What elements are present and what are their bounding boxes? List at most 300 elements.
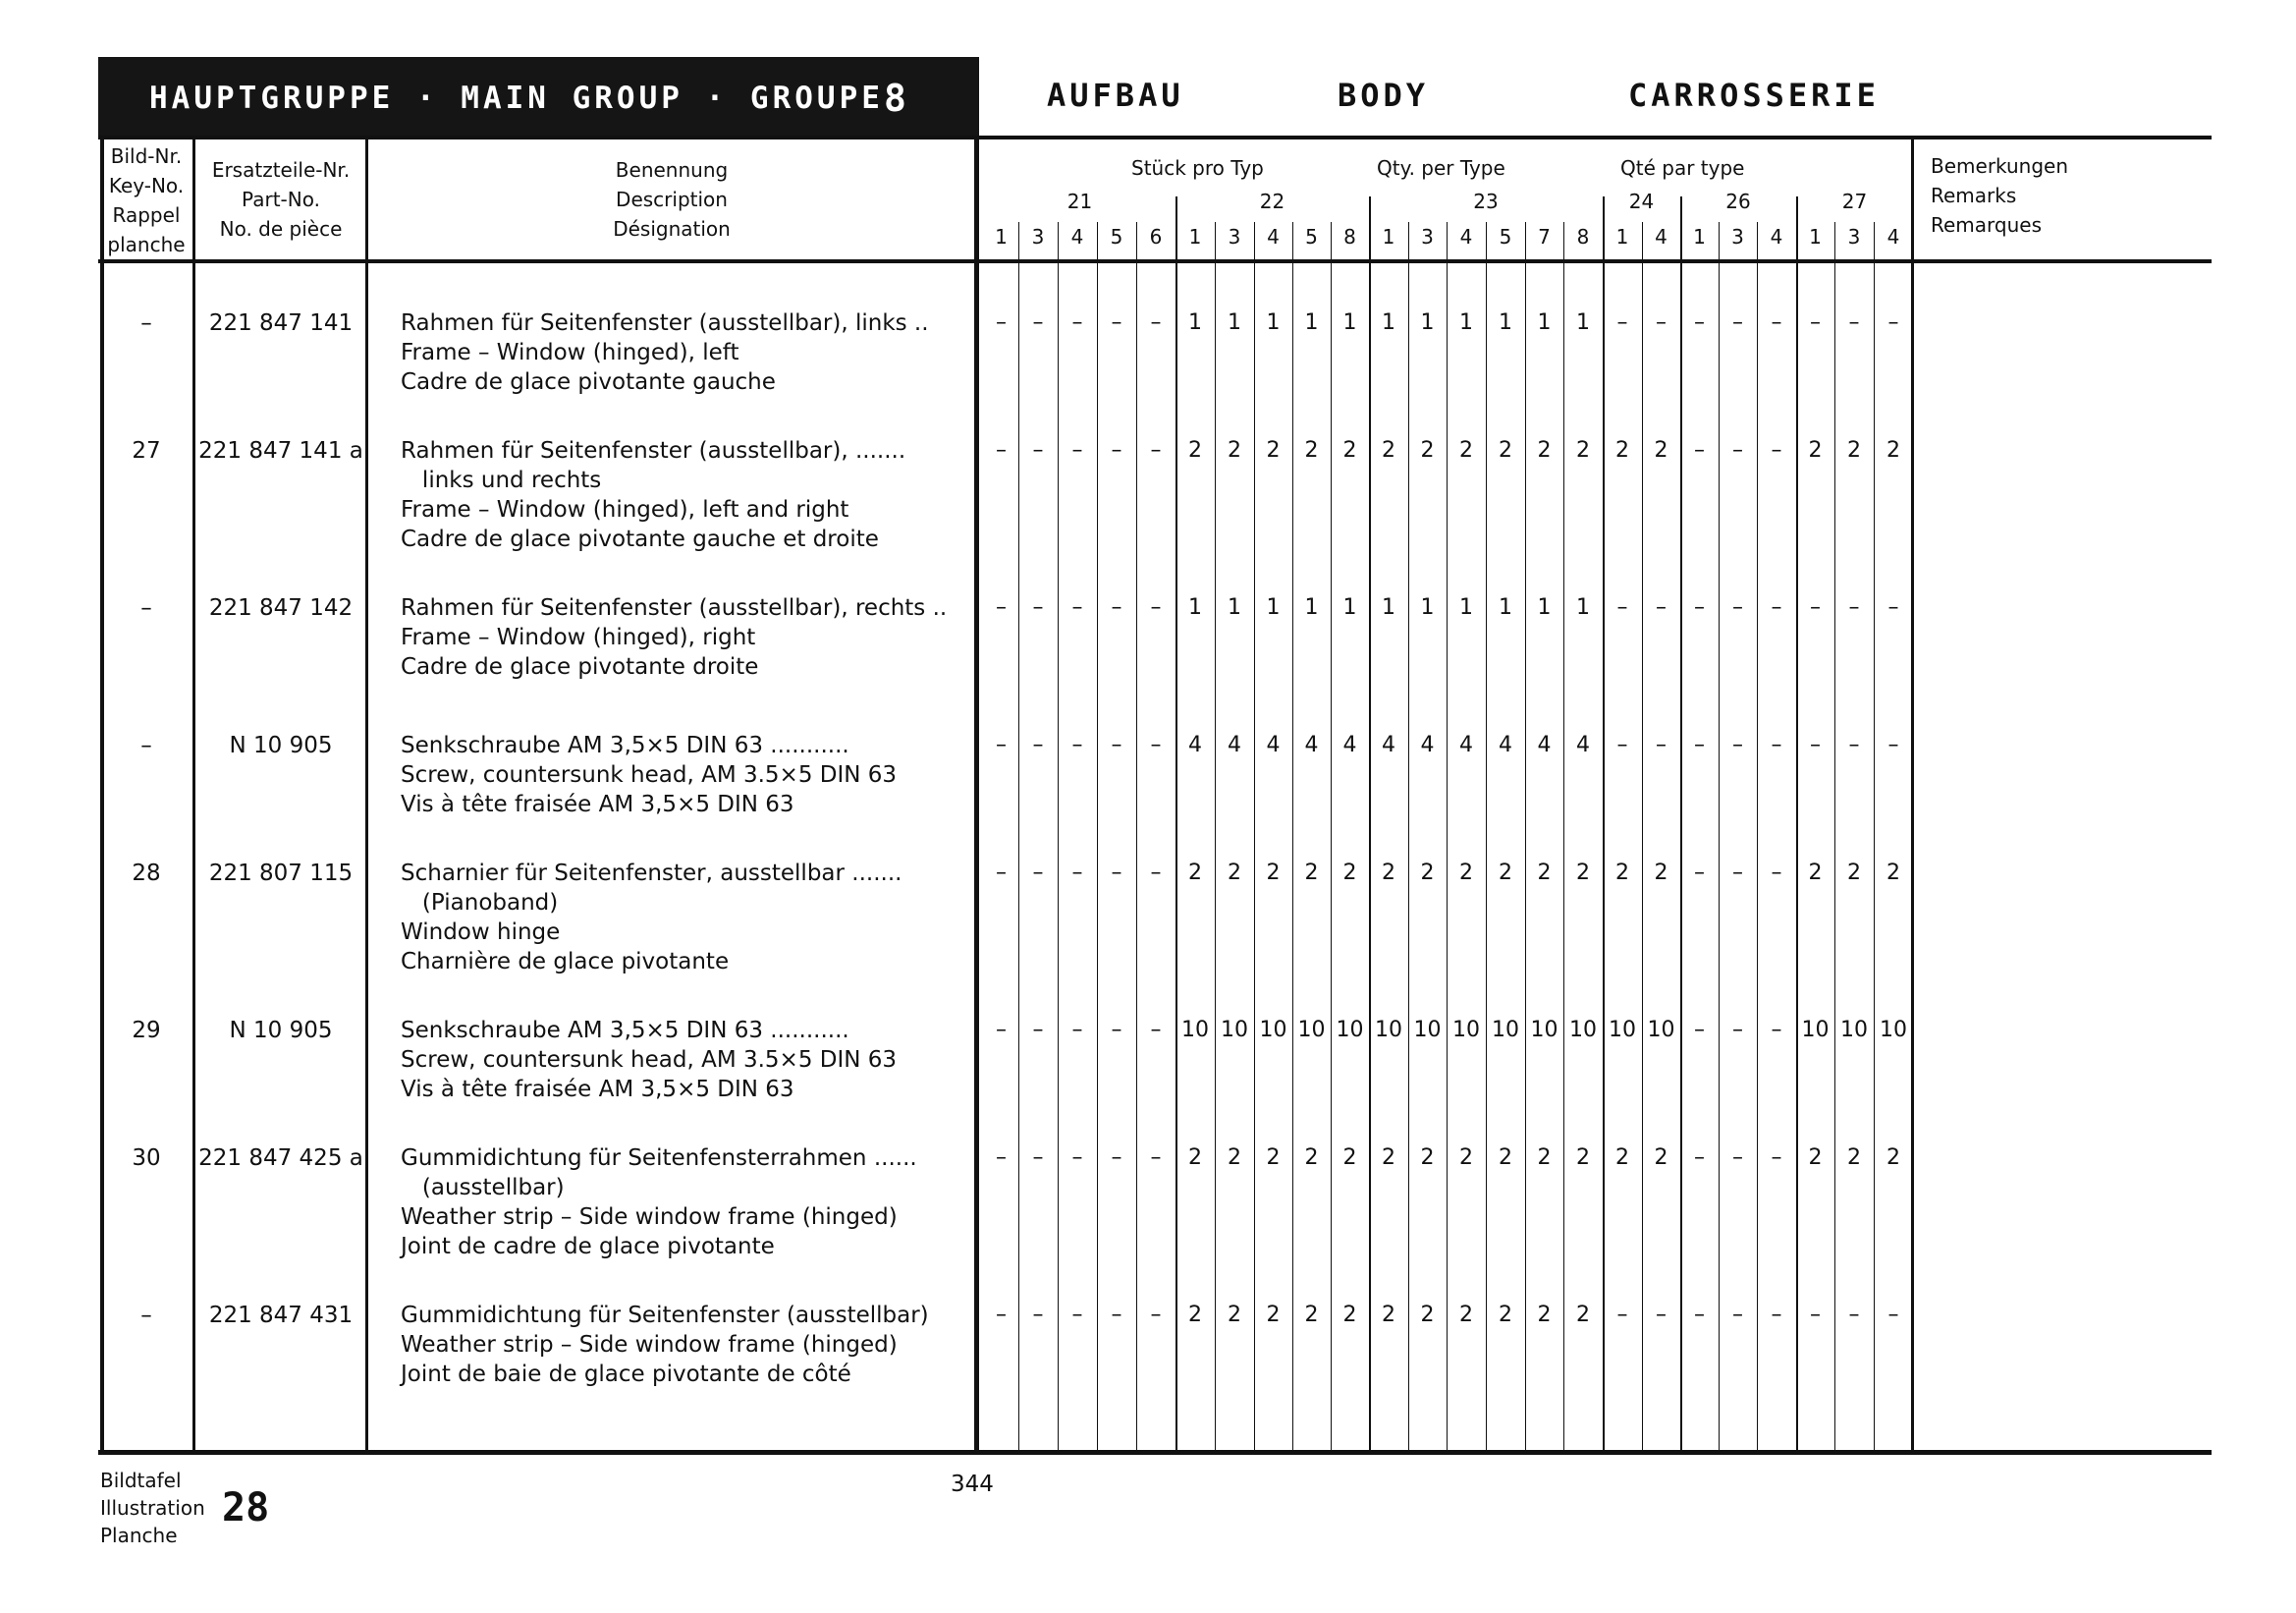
qty-cell: 4 (1537, 733, 1552, 757)
qty-cell: 2 (1420, 861, 1435, 885)
qty-cell: – (1071, 861, 1083, 885)
qty-cell: 10 (1452, 1018, 1480, 1042)
qty-cell: 1 (1459, 310, 1473, 335)
qty-cell: 2 (1382, 861, 1395, 885)
qty-cell: – (1887, 595, 1899, 620)
part-number: 221 847 431 (208, 1303, 354, 1328)
description-line: Cadre de glace pivotante gauche (401, 369, 776, 395)
qty-cell: 1 (1342, 310, 1357, 335)
qty-cell: 4 (1342, 733, 1357, 757)
qty-cell: – (1111, 310, 1122, 335)
group-number: 8 (884, 77, 906, 120)
qty-cell: 2 (1537, 1145, 1552, 1170)
qty-cell: 4 (1576, 733, 1590, 757)
type-col-rule (1097, 222, 1098, 1454)
qty-cell: 2 (1304, 438, 1319, 463)
qty-cell: – (1071, 1303, 1083, 1327)
remarks-header (1931, 151, 2068, 240)
qty-cell: – (1848, 310, 1860, 335)
qty-cell: 2 (1499, 1303, 1512, 1327)
type-group-label: 21 (1066, 190, 1093, 213)
qty-cell: 2 (1615, 861, 1629, 885)
qty-cell: – (1071, 310, 1083, 335)
qty-label-en: Qty. per Type (1377, 156, 1505, 180)
description-line: (ausstellbar) (401, 1175, 565, 1200)
qty-cell: – (1150, 310, 1162, 335)
qty-cell: – (1071, 595, 1083, 620)
qty-cell: 2 (1886, 861, 1900, 885)
qty-cell: 4 (1188, 733, 1202, 757)
qty-cell: 2 (1304, 1145, 1319, 1170)
type-col-rule (1215, 222, 1216, 1454)
description-cell (401, 436, 980, 554)
type-col-rule (1331, 222, 1332, 1454)
qty-cell: 4 (1304, 733, 1319, 757)
description-line: Senkschraube AM 3,5×5 DIN 63 ........... (401, 1018, 849, 1043)
type-number: 1 (1693, 225, 1706, 249)
qty-cell: 2 (1266, 861, 1281, 885)
qty-cell: – (1616, 595, 1628, 620)
qty-cell: – (996, 1303, 1007, 1327)
qty-cell: – (996, 1145, 1007, 1170)
part-no-header-line: No. de pièce (219, 217, 343, 241)
qty-cell: 2 (1808, 438, 1823, 463)
type-number: 1 (1615, 225, 1629, 249)
description-line: Frame – Window (hinged), right (401, 625, 756, 650)
qty-cell: – (1111, 1303, 1122, 1327)
qty-cell: 1 (1459, 595, 1473, 620)
qty-cell: – (1887, 1303, 1899, 1327)
illustration-number: 28 (222, 1485, 270, 1530)
description-line: Charnière de glace pivotante (401, 949, 730, 974)
description-line: Gummidichtung für Seitenfenster (ausstellbar) (401, 1303, 929, 1328)
type-col-rule (1408, 222, 1409, 1454)
type-number: 8 (1576, 225, 1590, 249)
qty-cell: – (1810, 1303, 1821, 1327)
qty-cell: – (996, 861, 1007, 885)
qty-cell: – (1656, 1303, 1667, 1327)
qty-cell: 1 (1537, 310, 1552, 335)
rule-top (98, 136, 2212, 139)
key-number: – (140, 310, 152, 336)
qty-cell: 4 (1459, 733, 1473, 757)
key-number: 30 (132, 1145, 161, 1171)
qty-cell: – (1694, 310, 1705, 335)
key-number: 27 (132, 438, 161, 464)
description-line: (Pianoband) (401, 890, 559, 916)
description-line: Vis à tête fraisée AM 3,5×5 DIN 63 (401, 792, 794, 817)
qty-cell: 2 (1847, 861, 1861, 885)
qty-cell: 4 (1228, 733, 1241, 757)
qty-cell: 2 (1459, 1145, 1473, 1170)
type-col-rule (1175, 196, 1177, 1454)
qty-cell: – (1694, 1303, 1705, 1327)
qty-cell: – (1150, 1145, 1162, 1170)
description-line: Weather strip – Side window frame (hinged) (401, 1332, 898, 1358)
qty-cell: 1 (1420, 595, 1435, 620)
part-number: 221 847 141 (208, 310, 354, 336)
qty-cell: 1 (1228, 310, 1241, 335)
qty-cell: 2 (1576, 438, 1590, 463)
qty-cell: 4 (1266, 733, 1281, 757)
qty-label-fr: Qté par type (1620, 156, 1745, 180)
qty-cell: – (1771, 1018, 1782, 1042)
qty-cell: 10 (1609, 1018, 1636, 1042)
qty-cell: 2 (1342, 1145, 1357, 1170)
key-no-header-line: Key-No. (108, 174, 185, 197)
qty-cell: – (1150, 733, 1162, 757)
qty-cell: 2 (1576, 861, 1590, 885)
remarks-header-line: Remarques (1931, 213, 2043, 237)
type-col-rule (1563, 222, 1564, 1454)
type-number: 1 (1188, 225, 1202, 249)
qty-cell: – (1848, 595, 1860, 620)
qty-cell: – (1616, 310, 1628, 335)
qty-cell: – (1810, 733, 1821, 757)
qty-cell: – (1071, 438, 1083, 463)
description-line: Screw, countersunk head, AM 3.5×5 DIN 63 (401, 1047, 898, 1073)
qty-cell: – (1732, 861, 1743, 885)
type-col-rule (1018, 222, 1019, 1454)
qty-cell: – (1616, 733, 1628, 757)
description-line: Weather strip – Side window frame (hinged) (401, 1204, 898, 1230)
description-line: Rahmen für Seitenfenster (ausstellbar), links .. (401, 310, 929, 336)
section-title-en: BODY (1338, 77, 1430, 114)
qty-cell: 2 (1615, 438, 1629, 463)
qty-cell: 1 (1228, 595, 1241, 620)
qty-cell: – (1656, 733, 1667, 757)
qty-cell: – (1887, 733, 1899, 757)
qty-cell: – (1111, 438, 1122, 463)
qty-cell: – (1694, 861, 1705, 885)
qty-cell: – (1771, 1303, 1782, 1327)
qty-cell: 2 (1420, 1145, 1435, 1170)
type-col-rule (1757, 222, 1758, 1454)
qty-cell: – (1071, 733, 1083, 757)
qty-cell: – (1848, 1303, 1860, 1327)
type-number: 4 (1267, 225, 1280, 249)
qty-cell: 2 (1537, 1303, 1552, 1327)
qty-cell: 2 (1459, 438, 1473, 463)
qty-cell: 1 (1576, 595, 1590, 620)
qty-cell: 2 (1188, 438, 1202, 463)
qty-cell: – (996, 438, 1007, 463)
description-header-line: Benennung (615, 158, 729, 182)
qty-cell: 1 (1382, 310, 1395, 335)
qty-cell: – (1032, 733, 1044, 757)
description-header-line: Description (616, 188, 728, 211)
qty-cell: – (1694, 1145, 1705, 1170)
description-line: Joint de baie de glace pivotante de côté (401, 1362, 851, 1387)
qty-cell: – (1032, 1145, 1044, 1170)
remarks-header-line: Remarks (1931, 184, 2017, 207)
type-number: 3 (1031, 225, 1045, 249)
type-number: 4 (1886, 225, 1900, 249)
part-number: 221 847 141 a (198, 438, 363, 464)
qty-cell: – (1111, 1145, 1122, 1170)
qty-cell: 2 (1228, 1303, 1241, 1327)
type-number: 5 (1305, 225, 1318, 249)
qty-cell: – (1694, 1018, 1705, 1042)
qty-cell: 4 (1382, 733, 1395, 757)
key-no-header-line: Bild-Nr. (110, 144, 183, 168)
type-number: 4 (1770, 225, 1783, 249)
description-line: Joint de cadre de glace pivotante (401, 1234, 775, 1259)
type-group-label: 26 (1725, 190, 1751, 213)
qty-cell: 2 (1382, 1303, 1395, 1327)
description-line: Rahmen für Seitenfenster (ausstellbar), rechts .. (401, 595, 948, 621)
type-col-rule (1254, 222, 1255, 1454)
description-line: Scharnier für Seitenfenster, ausstellbar ....... (401, 861, 902, 886)
qty-cell: 10 (1801, 1018, 1830, 1042)
qty-cell: – (996, 595, 1007, 620)
part-number: 221 807 115 (208, 861, 354, 886)
qty-cell: – (1150, 438, 1162, 463)
key-number: – (140, 595, 152, 621)
qty-cell: 2 (1342, 1303, 1357, 1327)
qty-cell: 2 (1266, 438, 1281, 463)
qty-cell: 10 (1413, 1018, 1442, 1042)
qty-cell: 2 (1576, 1303, 1590, 1327)
qty-cell: – (1732, 438, 1743, 463)
qty-cell: 2 (1886, 1145, 1900, 1170)
description-line: Gummidichtung für Seitenfensterrahmen ...... (401, 1145, 917, 1171)
qty-cell: – (1771, 595, 1782, 620)
qty-cell: 10 (1647, 1018, 1675, 1042)
description-line: Senkschraube AM 3,5×5 DIN 63 ........... (401, 733, 849, 758)
part-no-header-line: Ersatzteile-Nr. (211, 158, 351, 182)
type-number: 8 (1343, 225, 1356, 249)
part-number: N 10 905 (229, 1018, 333, 1043)
type-number: 4 (1655, 225, 1667, 249)
type-col-rule (1369, 196, 1371, 1454)
qty-cell: – (1032, 1303, 1044, 1327)
qty-cell: – (1071, 1018, 1083, 1042)
qty-cell: 1 (1576, 310, 1590, 335)
qty-cell: – (1111, 733, 1122, 757)
qty-cell: 10 (1375, 1018, 1402, 1042)
qty-cell: 1 (1266, 595, 1281, 620)
qty-cell: – (1732, 1145, 1743, 1170)
type-col-rule (1834, 222, 1835, 1454)
remarks-header-line: Bemerkungen (1931, 154, 2069, 178)
qty-cell: 2 (1499, 1145, 1512, 1170)
qty-cell: – (996, 733, 1007, 757)
type-col-rule (1486, 222, 1487, 1454)
type-group-label: 22 (1259, 190, 1285, 213)
description-line: Window hinge (401, 919, 561, 945)
qty-cell: 10 (1880, 1018, 1907, 1042)
description-cell (401, 731, 980, 819)
main-group-label: HAUPTGRUPPE · MAIN GROUP · GROUPE (149, 81, 884, 116)
type-number: 3 (1847, 225, 1861, 249)
type-col-rule (1642, 222, 1643, 1454)
qty-cell: 4 (1499, 733, 1512, 757)
type-group-label: 27 (1841, 190, 1868, 213)
qty-cell: – (1887, 310, 1899, 335)
qty-cell: 2 (1228, 861, 1241, 885)
description-line: Screw, countersunk head, AM 3.5×5 DIN 63 (401, 762, 898, 788)
qty-cell: – (1771, 733, 1782, 757)
qty-cell: – (1732, 1303, 1743, 1327)
part-number: 221 847 425 a (198, 1145, 363, 1171)
qty-cell: 2 (1499, 438, 1512, 463)
illustration-label-fr: Planche (100, 1524, 178, 1547)
rule-bottom (98, 1450, 2212, 1455)
qty-cell: – (1810, 595, 1821, 620)
qty-cell: – (1771, 438, 1782, 463)
qty-cell: 10 (1336, 1018, 1364, 1042)
description-line: Frame – Window (hinged), left and right (401, 497, 849, 523)
qty-cell: – (1771, 1145, 1782, 1170)
qty-cell: 2 (1228, 438, 1241, 463)
qty-cell: – (1771, 310, 1782, 335)
type-number: 1 (1809, 225, 1822, 249)
qty-cell: 2 (1654, 1145, 1668, 1170)
qty-cell: 2 (1654, 861, 1668, 885)
section-title-de: AUFBAU (1047, 77, 1184, 114)
qty-cell: 1 (1266, 310, 1281, 335)
type-number: 5 (1499, 225, 1512, 249)
qty-cell: 2 (1420, 1303, 1435, 1327)
qty-cell: – (1111, 595, 1122, 620)
qty-cell: – (1150, 861, 1162, 885)
type-number: 1 (995, 225, 1008, 249)
qty-cell: – (1732, 1018, 1743, 1042)
qty-cell: 2 (1266, 1303, 1281, 1327)
qty-cell: 2 (1537, 861, 1552, 885)
qty-cell: 10 (1221, 1018, 1248, 1042)
key-no-header-line: Rappel (112, 203, 181, 227)
qty-cell: – (1732, 310, 1743, 335)
description-cell (401, 1301, 980, 1389)
qty-cell: – (1656, 595, 1667, 620)
qty-cell: 2 (1188, 861, 1202, 885)
qty-cell: – (1616, 1303, 1628, 1327)
type-group-label: 24 (1628, 190, 1655, 213)
type-group-label: 23 (1473, 190, 1499, 213)
description-cell (401, 593, 980, 682)
qty-cell: – (1032, 595, 1044, 620)
qty-cell: 1 (1499, 310, 1512, 335)
qty-cell: 2 (1459, 1303, 1473, 1327)
description-cell (401, 308, 980, 397)
illustration-label (100, 1467, 205, 1549)
type-number: 4 (1070, 225, 1084, 249)
qty-cell: 1 (1420, 310, 1435, 335)
key-no-header (98, 141, 194, 259)
qty-cell: 2 (1420, 438, 1435, 463)
type-number: 3 (1228, 225, 1241, 249)
qty-cell: – (996, 310, 1007, 335)
description-header (369, 155, 974, 244)
type-col-rule (1680, 196, 1682, 1454)
qty-cell: 2 (1188, 1145, 1202, 1170)
qty-cell: 1 (1499, 595, 1512, 620)
type-col-rule (1447, 222, 1448, 1454)
qty-cell: 2 (1304, 861, 1319, 885)
key-number: – (140, 733, 152, 758)
type-number: 3 (1731, 225, 1744, 249)
type-col-rule (1525, 222, 1526, 1454)
qty-cell: – (1694, 733, 1705, 757)
type-col-rule (1292, 222, 1293, 1454)
qty-cell: 2 (1342, 438, 1357, 463)
qty-cell: 1 (1304, 595, 1319, 620)
illustration-label-de: Bildtafel (100, 1469, 182, 1492)
qty-cell: 10 (1181, 1018, 1209, 1042)
qty-label-de: Stück pro Typ (1131, 156, 1264, 180)
description-line: links und rechts (401, 468, 602, 493)
qty-cell: – (1810, 310, 1821, 335)
description-line: Cadre de glace pivotante gauche et droite (401, 527, 879, 552)
part-no-header-line: Part-No. (242, 188, 320, 211)
type-col-rule (1058, 222, 1059, 1454)
qty-cell: – (1150, 1303, 1162, 1327)
qty-cell: 1 (1188, 310, 1202, 335)
qty-cell: 2 (1188, 1303, 1202, 1327)
qty-cell: 1 (1342, 595, 1357, 620)
qty-cell: 10 (1569, 1018, 1597, 1042)
type-col-rule (1719, 222, 1720, 1454)
qty-cell: 2 (1228, 1145, 1241, 1170)
qty-cell: 10 (1530, 1018, 1558, 1042)
qty-cell: 2 (1304, 1303, 1319, 1327)
description-line: Frame – Window (hinged), left (401, 340, 739, 365)
qty-cell: – (1656, 310, 1667, 335)
part-number: N 10 905 (229, 733, 333, 758)
part-number: 221 847 142 (208, 595, 354, 621)
qty-cell: 10 (1297, 1018, 1326, 1042)
type-col-rule (1603, 196, 1605, 1454)
qty-cell: – (1694, 595, 1705, 620)
qty-cell: 1 (1188, 595, 1202, 620)
qty-cell: – (1032, 310, 1044, 335)
qty-cell: 2 (1808, 861, 1823, 885)
type-number: 7 (1538, 225, 1551, 249)
description-cell (401, 859, 980, 976)
qty-cell: 2 (1499, 861, 1512, 885)
qty-cell: 2 (1342, 861, 1357, 885)
page-number: 344 (951, 1472, 994, 1497)
qty-cell: – (1111, 861, 1122, 885)
type-number: 4 (1459, 225, 1473, 249)
qty-cell: – (1848, 733, 1860, 757)
illustration-label-en: Illustration (100, 1496, 205, 1520)
type-col-rule (1874, 222, 1875, 1454)
qty-cell: 1 (1382, 595, 1395, 620)
type-number: 5 (1110, 225, 1123, 249)
qty-cell: 2 (1654, 438, 1668, 463)
qty-cell: 2 (1382, 1145, 1395, 1170)
key-number: 29 (132, 1018, 161, 1043)
key-number: 28 (132, 861, 161, 886)
qty-cell: 2 (1615, 1145, 1629, 1170)
qty-cell: 4 (1420, 733, 1435, 757)
description-cell (401, 1016, 980, 1104)
qty-cell: 2 (1459, 861, 1473, 885)
description-header-line: Désignation (613, 217, 731, 241)
qty-cell: 2 (1382, 438, 1395, 463)
section-title-fr: CARROSSERIE (1628, 77, 1880, 114)
qty-cell: – (1032, 438, 1044, 463)
type-col-rule (1796, 196, 1798, 1454)
qty-cell: 10 (1492, 1018, 1519, 1042)
qty-cell: – (1732, 595, 1743, 620)
qty-cell: – (1071, 1145, 1083, 1170)
qty-cell: 2 (1886, 438, 1900, 463)
type-number: 3 (1421, 225, 1434, 249)
